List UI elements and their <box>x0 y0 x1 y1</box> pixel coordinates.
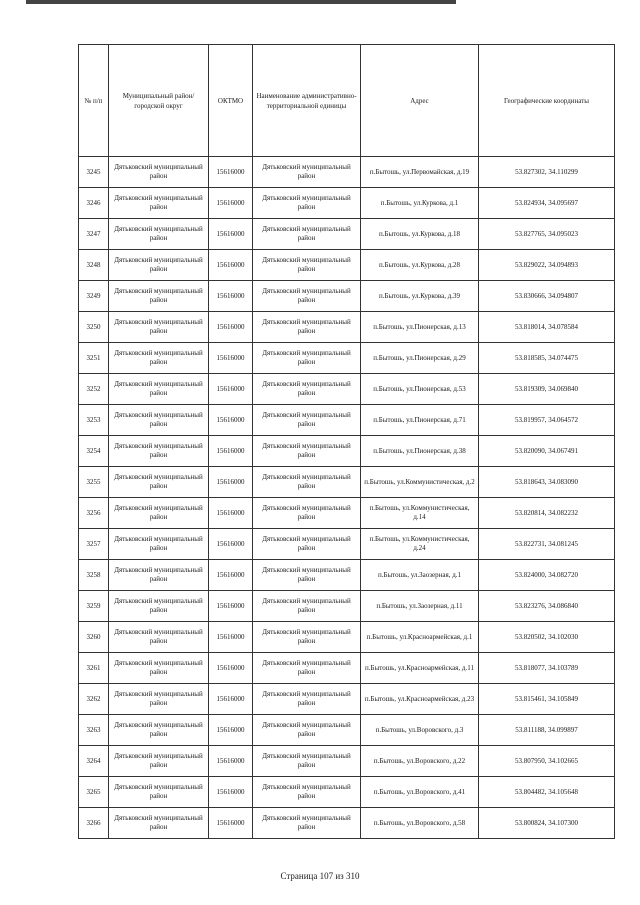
table-row <box>79 529 615 560</box>
cell-oktmo: 15616000 <box>209 529 253 560</box>
cell-coordinates: 53.820090, 34.067491 <box>479 436 615 467</box>
cell-oktmo: 15616000 <box>209 467 253 498</box>
cell-unit-name: Дятьковский муниципальный район <box>253 312 361 343</box>
cell-unit-name: Дятьковский муниципальный район <box>253 188 361 219</box>
table-row <box>79 250 615 281</box>
cell-coordinates: 53.823276, 34.086840 <box>479 591 615 622</box>
cell-number: 3265 <box>79 777 109 808</box>
cell-coordinates: 53.800824, 34.107300 <box>479 808 615 839</box>
cell-unit-name: Дятьковский муниципальный район <box>253 157 361 188</box>
table-row <box>79 808 615 839</box>
cell-unit-name: Дятьковский муниципальный район <box>253 653 361 684</box>
cell-number: 3257 <box>79 529 109 560</box>
cell-unit-name: Дятьковский муниципальный район <box>253 281 361 312</box>
cell-coordinates: 53.818643, 34.083090 <box>479 467 615 498</box>
cell-address: п.Бытошь, ул.Пионерская, д.71 <box>361 405 479 436</box>
locations-table <box>78 44 615 839</box>
cell-address: п.Бытошь, ул.Куркова, д.39 <box>361 281 479 312</box>
cell-coordinates: 53.829022, 34.094893 <box>479 250 615 281</box>
cell-district: Дятьковский муниципальный район <box>109 715 209 746</box>
cell-number: 3247 <box>79 219 109 250</box>
table-row <box>79 684 615 715</box>
cell-district: Дятьковский муниципальный район <box>109 777 209 808</box>
table-row <box>79 560 615 591</box>
cell-district: Дятьковский муниципальный район <box>109 436 209 467</box>
table-row <box>79 312 615 343</box>
cell-coordinates: 53.811188, 34.099897 <box>479 715 615 746</box>
cell-district: Дятьковский муниципальный район <box>109 250 209 281</box>
cell-oktmo: 15616000 <box>209 777 253 808</box>
cell-unit-name: Дятьковский муниципальный район <box>253 405 361 436</box>
cell-oktmo: 15616000 <box>209 312 253 343</box>
cell-coordinates: 53.807950, 34.102665 <box>479 746 615 777</box>
cell-number: 3253 <box>79 405 109 436</box>
cell-number: 3266 <box>79 808 109 839</box>
cell-coordinates: 53.804482, 34.105648 <box>479 777 615 808</box>
cell-coordinates: 53.824934, 34.095697 <box>479 188 615 219</box>
table-row <box>79 467 615 498</box>
cell-coordinates: 53.815461, 34.105849 <box>479 684 615 715</box>
cell-coordinates: 53.827765, 34.095023 <box>479 219 615 250</box>
table-body <box>79 157 615 839</box>
cell-oktmo: 15616000 <box>209 746 253 777</box>
cell-coordinates: 53.830666, 34.094807 <box>479 281 615 312</box>
cell-district: Дятьковский муниципальный район <box>109 281 209 312</box>
table-row <box>79 436 615 467</box>
cell-number: 3261 <box>79 653 109 684</box>
cell-coordinates: 53.818014, 34.078584 <box>479 312 615 343</box>
table-row <box>79 622 615 653</box>
cell-address: п.Бытошь, ул.Пионерская, д.38 <box>361 436 479 467</box>
cell-oktmo: 15616000 <box>209 281 253 312</box>
cell-unit-name: Дятьковский муниципальный район <box>253 250 361 281</box>
cell-unit-name: Дятьковский муниципальный район <box>253 498 361 529</box>
cell-address: п.Бытошь, ул.Пионерская, д.53 <box>361 374 479 405</box>
cell-unit-name: Дятьковский муниципальный район <box>253 560 361 591</box>
page-footer: Страница 107 из 310 <box>280 871 360 881</box>
cell-coordinates: 53.818077, 34.103789 <box>479 653 615 684</box>
cell-number: 3264 <box>79 746 109 777</box>
cell-unit-name: Дятьковский муниципальный район <box>253 467 361 498</box>
cell-address: п.Бытошь, ул.Коммунистическая, д.2 <box>361 467 479 498</box>
cell-oktmo: 15616000 <box>209 715 253 746</box>
cell-number: 3262 <box>79 684 109 715</box>
cell-unit-name: Дятьковский муниципальный район <box>253 746 361 777</box>
cell-number: 3260 <box>79 622 109 653</box>
header-unit-name: Наименование административно-территориальной единицы <box>253 45 361 157</box>
cell-oktmo: 15616000 <box>209 653 253 684</box>
cell-district: Дятьковский муниципальный район <box>109 374 209 405</box>
cell-district: Дятьковский муниципальный район <box>109 405 209 436</box>
cell-district: Дятьковский муниципальный район <box>109 498 209 529</box>
table-row <box>79 498 615 529</box>
cell-number: 3246 <box>79 188 109 219</box>
cell-unit-name: Дятьковский муниципальный район <box>253 343 361 374</box>
cell-number: 3249 <box>79 281 109 312</box>
cell-address: п.Бытошь, ул.Куркова, д.18 <box>361 219 479 250</box>
cell-unit-name: Дятьковский муниципальный район <box>253 684 361 715</box>
cell-address: п.Бытошь, ул.Красноармейская, д.1 <box>361 622 479 653</box>
cell-district: Дятьковский муниципальный район <box>109 312 209 343</box>
cell-number: 3252 <box>79 374 109 405</box>
header-oktmo: ОКТМО <box>209 45 253 157</box>
cell-district: Дятьковский муниципальный район <box>109 467 209 498</box>
cell-unit-name: Дятьковский муниципальный район <box>253 436 361 467</box>
cell-district: Дятьковский муниципальный район <box>109 188 209 219</box>
cell-address: п.Бытошь, ул.Воровского, д.58 <box>361 808 479 839</box>
cell-number: 3250 <box>79 312 109 343</box>
table-row <box>79 746 615 777</box>
cell-coordinates: 53.819309, 34.069840 <box>479 374 615 405</box>
cell-unit-name: Дятьковский муниципальный район <box>253 715 361 746</box>
cell-address: п.Бытошь, ул.Воровского, д.41 <box>361 777 479 808</box>
cell-oktmo: 15616000 <box>209 405 253 436</box>
cell-address: п.Бытошь, ул.Красноармейская, д.11 <box>361 653 479 684</box>
table-row <box>79 343 615 374</box>
cell-oktmo: 15616000 <box>209 219 253 250</box>
cell-address: п.Бытошь, ул.Пионерская, д.13 <box>361 312 479 343</box>
cell-oktmo: 15616000 <box>209 684 253 715</box>
cell-address: п.Бытошь, ул.Коммунистическая, д.24 <box>361 529 479 560</box>
cell-unit-name: Дятьковский муниципальный район <box>253 777 361 808</box>
cell-coordinates: 53.827302, 34.110299 <box>479 157 615 188</box>
cell-oktmo: 15616000 <box>209 188 253 219</box>
cell-district: Дятьковский муниципальный район <box>109 684 209 715</box>
table-row <box>79 777 615 808</box>
table-row <box>79 405 615 436</box>
header-address: Адрес <box>361 45 479 157</box>
cell-district: Дятьковский муниципальный район <box>109 529 209 560</box>
cell-coordinates: 53.824000, 34.082720 <box>479 560 615 591</box>
cell-oktmo: 15616000 <box>209 343 253 374</box>
header-district: Муниципальный район/городской округ <box>109 45 209 157</box>
cell-address: п.Бытошь, ул.Коммунистическая, д.14 <box>361 498 479 529</box>
cell-oktmo: 15616000 <box>209 560 253 591</box>
cell-district: Дятьковский муниципальный район <box>109 157 209 188</box>
cell-number: 3254 <box>79 436 109 467</box>
table-row <box>79 281 615 312</box>
cell-unit-name: Дятьковский муниципальный район <box>253 219 361 250</box>
cell-oktmo: 15616000 <box>209 436 253 467</box>
cell-address: п.Бытошь, ул.Заозерная, д.11 <box>361 591 479 622</box>
table-row <box>79 374 615 405</box>
table-row <box>79 653 615 684</box>
cell-number: 3256 <box>79 498 109 529</box>
cell-oktmo: 15616000 <box>209 157 253 188</box>
table-row <box>79 715 615 746</box>
cell-district: Дятьковский муниципальный район <box>109 219 209 250</box>
cell-oktmo: 15616000 <box>209 808 253 839</box>
cell-address: п.Бытошь, ул.Первомайская, д.19 <box>361 157 479 188</box>
cell-number: 3258 <box>79 560 109 591</box>
cell-number: 3245 <box>79 157 109 188</box>
header-number: № п/п <box>79 45 109 157</box>
cell-district: Дятьковский муниципальный район <box>109 653 209 684</box>
cell-district: Дятьковский муниципальный район <box>109 560 209 591</box>
cell-district: Дятьковский муниципальный район <box>109 746 209 777</box>
cell-number: 3255 <box>79 467 109 498</box>
cell-unit-name: Дятьковский муниципальный район <box>253 622 361 653</box>
cell-address: п.Бытошь, ул.Заозерная, д.1 <box>361 560 479 591</box>
cell-coordinates: 53.819957, 34.064572 <box>479 405 615 436</box>
cell-unit-name: Дятьковский муниципальный район <box>253 374 361 405</box>
cell-address: п.Бытошь, ул.Куркова, д.1 <box>361 188 479 219</box>
cell-number: 3248 <box>79 250 109 281</box>
cell-unit-name: Дятьковский муниципальный район <box>253 591 361 622</box>
cell-number: 3251 <box>79 343 109 374</box>
cell-district: Дятьковский муниципальный район <box>109 591 209 622</box>
cell-unit-name: Дятьковский муниципальный район <box>253 529 361 560</box>
cell-address: п.Бытошь, ул.Красноармейская, д.23 <box>361 684 479 715</box>
cell-address: п.Бытошь, ул.Пионерская, д.29 <box>361 343 479 374</box>
cell-coordinates: 53.820814, 34.082232 <box>479 498 615 529</box>
cell-coordinates: 53.820502, 34.102030 <box>479 622 615 653</box>
cell-address: п.Бытошь, ул.Воровского, д.3 <box>361 715 479 746</box>
cell-coordinates: 53.818585, 34.074475 <box>479 343 615 374</box>
cell-district: Дятьковский муниципальный район <box>109 622 209 653</box>
cell-address: п.Бытошь, ул.Воровского, д.22 <box>361 746 479 777</box>
cell-coordinates: 53.822731, 34.081245 <box>479 529 615 560</box>
cell-oktmo: 15616000 <box>209 591 253 622</box>
table-row <box>79 219 615 250</box>
table-row <box>79 157 615 188</box>
header-coordinates: Географические координаты <box>479 45 615 157</box>
cell-number: 3259 <box>79 591 109 622</box>
table-header-row <box>79 45 615 157</box>
cell-number: 3263 <box>79 715 109 746</box>
top-edge-bar <box>26 0 456 4</box>
cell-address: п.Бытошь, ул.Куркова, д.28 <box>361 250 479 281</box>
cell-oktmo: 15616000 <box>209 498 253 529</box>
table-row <box>79 188 615 219</box>
cell-oktmo: 15616000 <box>209 374 253 405</box>
cell-oktmo: 15616000 <box>209 250 253 281</box>
cell-district: Дятьковский муниципальный район <box>109 343 209 374</box>
cell-district: Дятьковский муниципальный район <box>109 808 209 839</box>
table-row <box>79 591 615 622</box>
cell-oktmo: 15616000 <box>209 622 253 653</box>
cell-unit-name: Дятьковский муниципальный район <box>253 808 361 839</box>
